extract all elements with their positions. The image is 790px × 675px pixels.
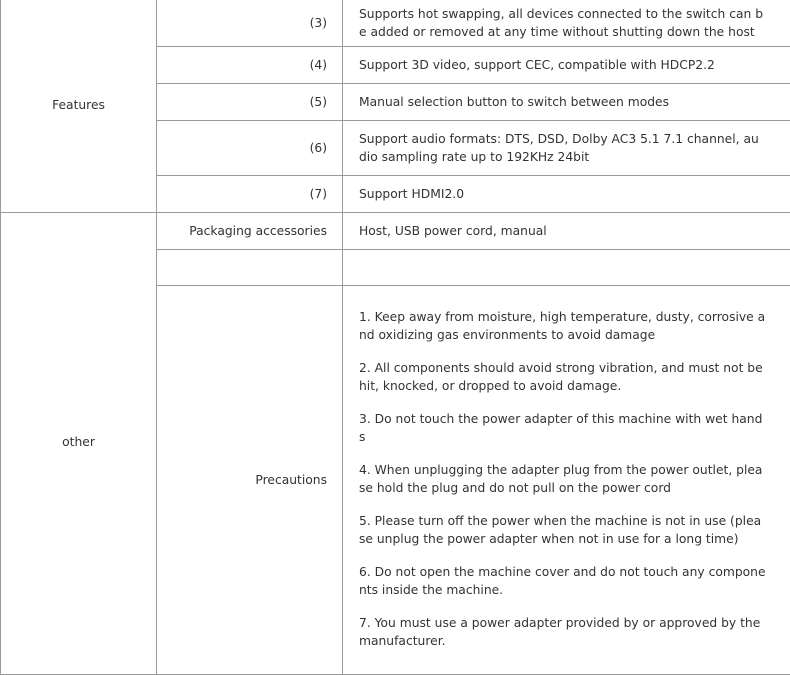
feature-description: Supports hot swapping, all devices connected to the switch can be added or removed at any time without shutting down the host — [343, 0, 790, 47]
precaution-item: 2. All components should avoid strong vibration, and must not be hit, knocked, or dropped to avoid damage. — [359, 359, 766, 395]
precautions-list — [343, 286, 790, 675]
feature-description: Support 3D video, support CEC, compatible with HDCP2.2 — [343, 47, 790, 84]
precaution-item: 7. You must use a power adapter provided by or approved by the manufacturer. — [359, 614, 766, 650]
feature-description: Support audio formats: DTS, DSD, Dolby AC3 5.1 7.1 channel, audio sampling rate up to 192KHz 24bit — [343, 121, 790, 176]
feature-description: Support HDMI2.0 — [343, 176, 790, 213]
feature-number: (6) — [157, 121, 343, 176]
other-group-label: other — [1, 213, 157, 675]
packaging-label: Packaging accessories — [157, 213, 343, 250]
precaution-item: 1. Keep away from moisture, high temperature, dusty, corrosive and oxidizing gas environments to avoid damage — [359, 308, 766, 344]
precaution-item: 5. Please turn off the power when the machine is not in use (please unplug the power adapter when not in use for a long time) — [359, 512, 766, 548]
empty-value-cell — [343, 250, 790, 286]
feature-number: (4) — [157, 47, 343, 84]
precautions-label: Precautions — [157, 286, 343, 675]
table-row — [1, 0, 790, 47]
precaution-item: 4. When unplugging the adapter plug from the power outlet, please hold the plug and do not pull on the power cord — [359, 461, 766, 497]
feature-number: (5) — [157, 84, 343, 121]
feature-number: (7) — [157, 176, 343, 213]
precaution-item: 6. Do not open the machine cover and do not touch any components inside the machine. — [359, 563, 766, 599]
features-group-label: Features — [1, 0, 157, 213]
feature-number: (3) — [157, 0, 343, 47]
table-row — [1, 213, 790, 250]
precaution-item: 3. Do not touch the power adapter of this machine with wet hands — [359, 410, 766, 446]
feature-description: Manual selection button to switch between modes — [343, 84, 790, 121]
packaging-value: Host, USB power cord, manual — [343, 213, 790, 250]
empty-label-cell — [157, 250, 343, 286]
